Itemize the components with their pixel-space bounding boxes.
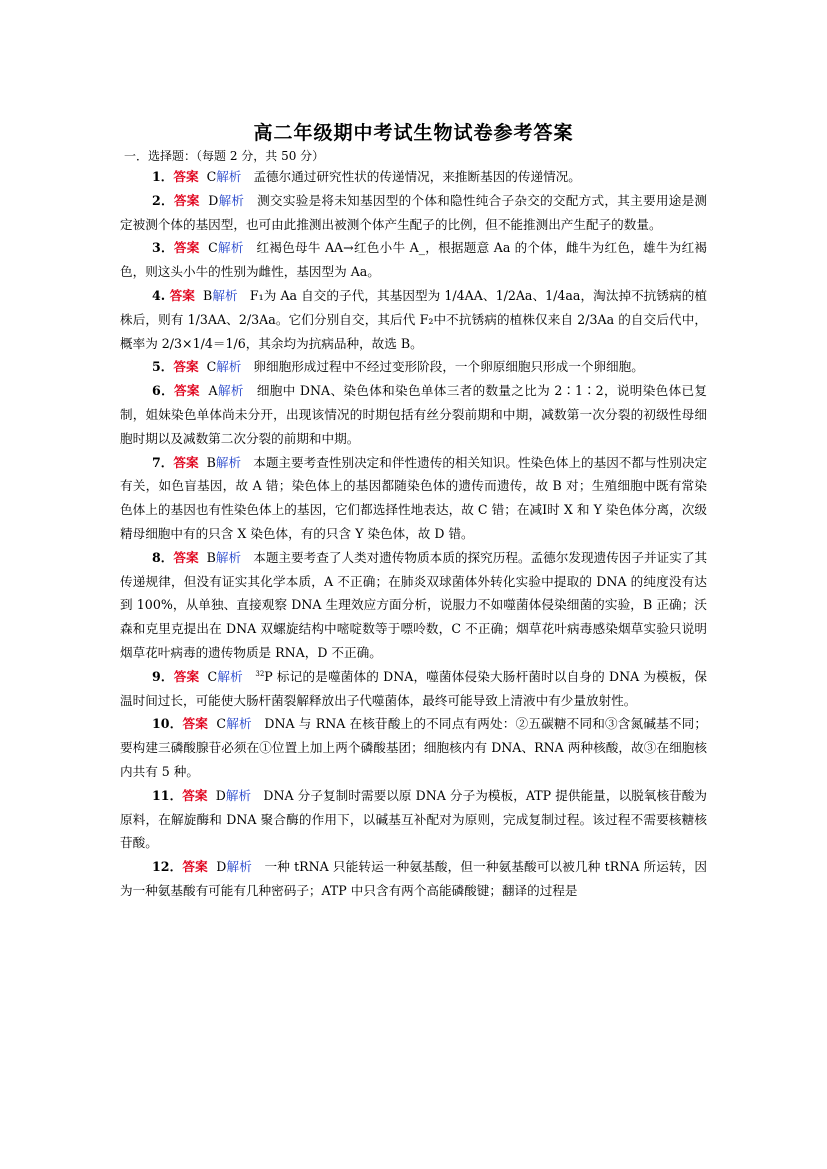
- analysis-label: 解析: [226, 716, 252, 732]
- item-number: 1．: [152, 169, 174, 184]
- answer-list: [120, 165, 707, 903]
- answer-label: 答案: [182, 716, 209, 732]
- answer-letter: C: [207, 668, 218, 684]
- answer-item: [120, 189, 707, 237]
- item-number: 7．: [152, 454, 174, 470]
- item-number: 8．: [152, 549, 174, 565]
- answer-letter: C: [208, 240, 218, 256]
- answer-item: [120, 355, 707, 379]
- isotope-superscript: 32: [255, 669, 265, 678]
- analysis-label: 解析: [215, 549, 242, 565]
- analysis-text: 本题主要考查性别决定和伴性遗传的相关知识。性染色体上的基因不都与性别决定有关，如色盲基因，故 A 错；染色体上的基因都随染色体的遗传而遗传，故 B 对；生殖细胞中既有常染色体上的基因也有性染色体上的基因，它们都选择性地表达，故 C 错；在减Ⅰ时 X 和 Y 染色体分离，次级精母细胞中有的只含 X 染色体，有的只含 Y 染色体，故 D 错。: [120, 454, 708, 541]
- item-number: 6．: [152, 383, 175, 399]
- analysis-label: 解析: [212, 287, 238, 303]
- answer-letter: B: [203, 287, 213, 303]
- answer-letter: C: [216, 716, 227, 732]
- answer-item: [120, 665, 707, 713]
- analysis-label: 解析: [216, 169, 242, 184]
- answer-letter: B: [206, 549, 216, 565]
- page-title: 高二年级期中考试生物试卷参考答案: [253, 122, 574, 144]
- answer-item: [120, 784, 707, 855]
- answer-item: [120, 165, 707, 189]
- analysis-label: 解析: [218, 192, 245, 208]
- item-number: 3．: [152, 240, 174, 256]
- item-number: 12．: [152, 859, 183, 875]
- analysis-text: 细胞中 DNA、染色体和染色单体三者的数量之比为 2∶1∶2，说明染色体已复制，姐妹染色单体尚未分开，出现该情况的时期包括有丝分裂前期和中期，减数第一次分裂的初级性母细胞时期以及减数第二次分裂的前期和中期。: [120, 383, 708, 446]
- item-number: 10．: [152, 716, 183, 732]
- answer-label: 答案: [173, 169, 199, 184]
- answer-item: [120, 712, 707, 783]
- answer-item: [120, 546, 707, 665]
- answer-label: 答案: [173, 359, 199, 375]
- analysis-text: DNA 分子复制时需要以原 DNA 分子为模板，ATP 提供能量，以脱氧核苷酸为原料，在解旋酶和 DNA 聚合酶的作用下，以碱基互补配对为原则，完成复制过程。该过程不需要核糖核苷酸。: [120, 787, 708, 851]
- answer-label: 答案: [182, 859, 208, 875]
- item-number: 2．: [152, 192, 174, 208]
- analysis-label: 解析: [217, 668, 243, 684]
- section-heading: 一．选择题：（每题 2 分，共 50 分）: [124, 149, 325, 163]
- analysis-label: 解析: [225, 787, 252, 803]
- analysis-text: DNA 与 RNA 在核苷酸上的不同点有两处：②五碳糖不同和③含氮碱基不同；要构建三磷酸腺苷必须在①位置上加上两个磷酸基团；细胞核内有 DNA、RNA 两种核酸，故③在细胞核内共有 5 种。: [120, 716, 708, 779]
- analysis-text: 红褐色母牛 AA→红色小牛 A_，根据题意 Aa 的个体，雌牛为红色，雄牛为红褐色，则这头小牛的性别为雌性，基因型为 Aa。: [120, 240, 708, 280]
- analysis-text: 卵细胞形成过程中不经过变形阶段，一个卵原细胞只形成一个卵细胞。: [253, 359, 644, 375]
- answer-letter: D: [215, 787, 226, 803]
- analysis-text: 本题主要考查了人类对遗传物质本质的探究历程。孟德尔发现遗传因子并证实了其传递规律，但没有证实其化学本质，A 不正确；在肺炎双球菌体外转化实验中提取的 DNA 的纯度没有达到 100%，从单独、直接观察 DNA 生理效应方面分析，说服力不如噬菌体侵染细菌的实验，B 正确；沃森和克里克提出在 DNA 双螺旋结构中嘧啶数等于嘌呤数，C 不正确；烟草花叶病毒感染烟草实验只说明烟草花叶病毒的遗传物质是 RNA，D 不正确。: [120, 549, 708, 660]
- answer-item: [120, 284, 707, 355]
- analysis-text: 测交实验是将未知基因型的个体和隐性纯合子杂交的交配方式，其主要用途是测定被测个体的基因型，也可由此推测出被测个体产生配子的比例，但不能推测出产生配子的数量。: [120, 192, 708, 232]
- analysis-text: 孟德尔通过研究性状的传递情况，来推断基因的传递情况。: [253, 169, 581, 184]
- answer-label: 答案: [174, 383, 200, 399]
- answer-letter: B: [206, 454, 216, 470]
- analysis-label: 解析: [216, 359, 242, 375]
- answer-item: [120, 451, 707, 546]
- analysis-label: 解析: [217, 383, 244, 399]
- item-number: 4.: [152, 287, 170, 303]
- analysis-label: 解析: [217, 240, 244, 256]
- answer-letter: D: [216, 859, 227, 875]
- analysis-text: P 标记的是噬菌体的 DNA，噬菌体侵染大肠杆菌时以自身的 DNA 为模板，保温时间过长，可能使大肠杆菌裂解释放出子代噬菌体，最终可能导致上清液中有少量放射性。: [120, 668, 708, 708]
- document-page: [120, 118, 707, 903]
- item-number: 9．: [152, 668, 174, 684]
- analysis-text: 一种 tRNA 只能转运一种氨基酸，但一种氨基酸可以被几种 tRNA 所运转，因为一种氨基酸有可能有几种密码子；ATP 中只含有两个高能磷酸键；翻译的过程是: [120, 859, 708, 898]
- answer-label: 答案: [173, 668, 200, 684]
- answer-letter: C: [206, 359, 217, 375]
- answer-label: 答案: [173, 240, 200, 256]
- item-number: 5．: [152, 359, 174, 375]
- answer-item: [120, 855, 707, 903]
- answer-label: 答案: [169, 287, 195, 303]
- answer-label: 答案: [173, 549, 199, 565]
- answer-letter: C: [206, 169, 217, 184]
- answer-letter: D: [208, 192, 219, 208]
- answer-item: [120, 379, 707, 450]
- analysis-text: F₁为 Aa 自交的子代，其基因型为 1/4AA、1/2Aa、1/4aa，淘汰掉不抗锈病的植株后，则有 1/3AA、2/3Aa。它们分别自交，其后代 F₂中不抗锈病的植株仅来自 2/3Aa 的自交后代中，概率为 2/3×1/4＝1/6，其余均为抗病品种，故选 B。: [120, 287, 707, 351]
- answer-label: 答案: [173, 454, 199, 470]
- analysis-label: 解析: [215, 454, 242, 470]
- answer-item: [120, 236, 707, 284]
- answer-label: 答案: [173, 192, 200, 208]
- item-number: 11．: [152, 787, 183, 803]
- analysis-label: 解析: [226, 859, 252, 875]
- answer-letter: A: [208, 383, 218, 399]
- answer-label: 答案: [182, 787, 208, 803]
